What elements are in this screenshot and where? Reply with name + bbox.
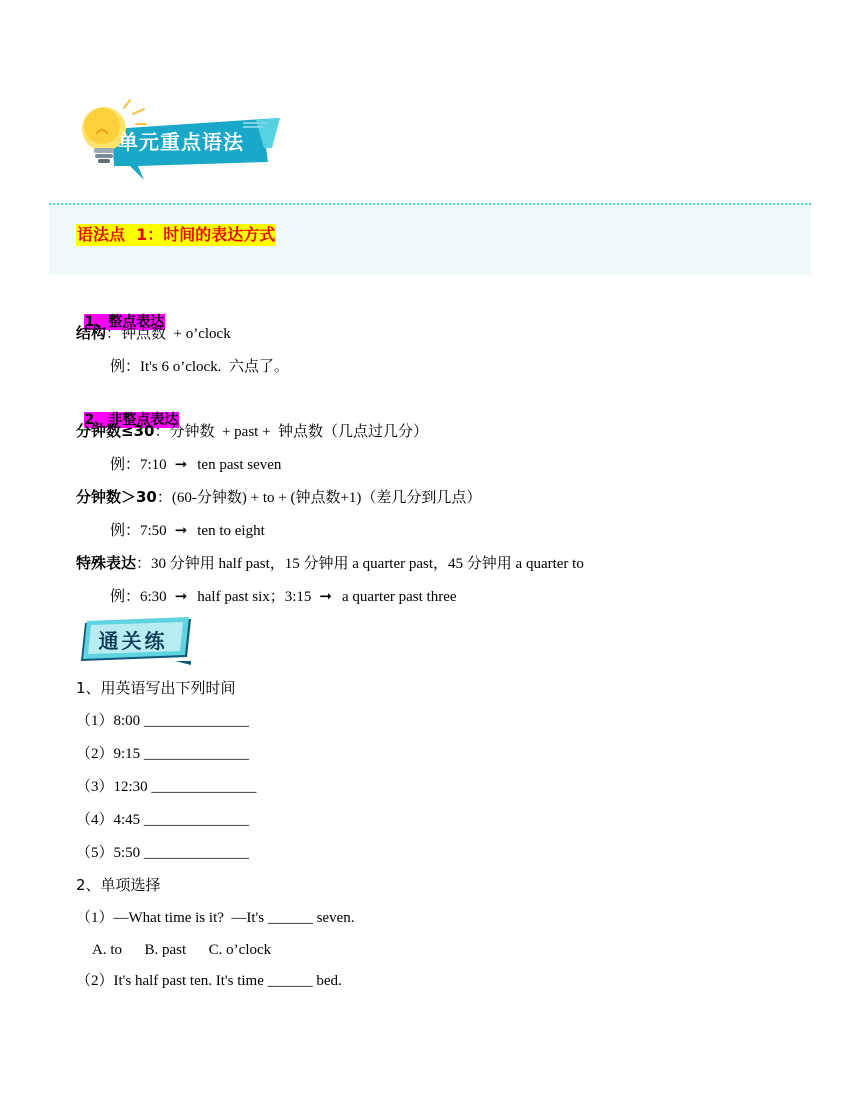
exercise2-title-text: 2、单项选择: [76, 876, 161, 894]
special-example-line: [110, 585, 457, 608]
rule2-label: 分钟数＞30: [76, 488, 157, 506]
exercise1-item: （2）9:15 ______________: [76, 746, 249, 762]
rule1-line: [76, 420, 428, 443]
banner-title: 单元重点语法: [118, 130, 244, 154]
example-answer: half past six；3:15: [197, 589, 312, 605]
sparkle-icon: [124, 100, 146, 124]
example-label: 例：: [110, 587, 141, 605]
exercise1-item: （4）4:45 ______________: [76, 812, 249, 828]
grammar-point-title: 语法点 1：时间的表达方式: [77, 225, 276, 244]
exercise2-title: [76, 874, 161, 897]
arrow-right-icon: ➞: [174, 457, 188, 473]
example-text: It's 6 o’clock. 六点了。: [140, 359, 289, 375]
special-line: [76, 552, 584, 575]
example1-line: [110, 355, 289, 378]
example-time: 6:30: [140, 589, 167, 605]
section1-heading: 1、整点表达: [84, 314, 165, 330]
arrow-right-icon: ➞: [319, 589, 332, 605]
arrow-right-icon: ➞: [174, 523, 188, 539]
rule1-label: 分钟数≤30: [76, 422, 155, 440]
section2-heading: 2、非整点表达: [84, 412, 179, 428]
special-label: 特殊表达: [76, 554, 137, 572]
exercise1-title: [76, 677, 236, 700]
exercise2-question-2: （2）It's half past ten. It's time ______ bed.: [76, 973, 342, 989]
rule2-text: ：(60-分钟数) + to + (钟点数+1)（差几分到几点）: [156, 490, 482, 506]
rule1-text: ：分钟数 + past + 钟点数（几点过几分）: [154, 424, 429, 440]
structure-label: 结构: [76, 324, 107, 342]
exercise2-question-1: （1）—What time is it? —It's ______ seven.: [76, 910, 355, 926]
example-label: 例：: [110, 357, 141, 375]
structure-line: [76, 322, 231, 345]
example-answer: a quarter past three: [342, 589, 457, 605]
example-answer: ten to eight: [197, 523, 265, 539]
example-label: 例：: [110, 455, 141, 473]
special-text: ：30 分钟用 half past，15 分钟用 a quarter past，45 分钟用 a quarter to: [136, 556, 584, 572]
example-time: 7:50: [140, 523, 167, 539]
example-time: 7:10: [140, 457, 167, 473]
rule2-example-line: [110, 519, 265, 542]
exercise2-q1-options: A. to B. past C. o’clock: [92, 942, 272, 958]
example-answer: ten past seven: [197, 457, 282, 473]
practice-badge-label: 通关练: [98, 629, 168, 653]
exercise1-item: （3）12:30 ______________: [76, 779, 257, 795]
exercise1-title-text: 1、用英语写出下列时间: [76, 679, 236, 697]
rule2-line: [76, 486, 481, 509]
exercise1-item: （1）8:00 ______________: [76, 713, 249, 729]
arrow-right-icon: ➞: [174, 589, 188, 605]
structure-text: ：钟点数 + o’clock: [106, 326, 231, 342]
exercise1-item: （5）5:50 ______________: [76, 845, 249, 861]
example-label: 例：: [110, 521, 141, 539]
rule1-example-line: [110, 453, 281, 476]
